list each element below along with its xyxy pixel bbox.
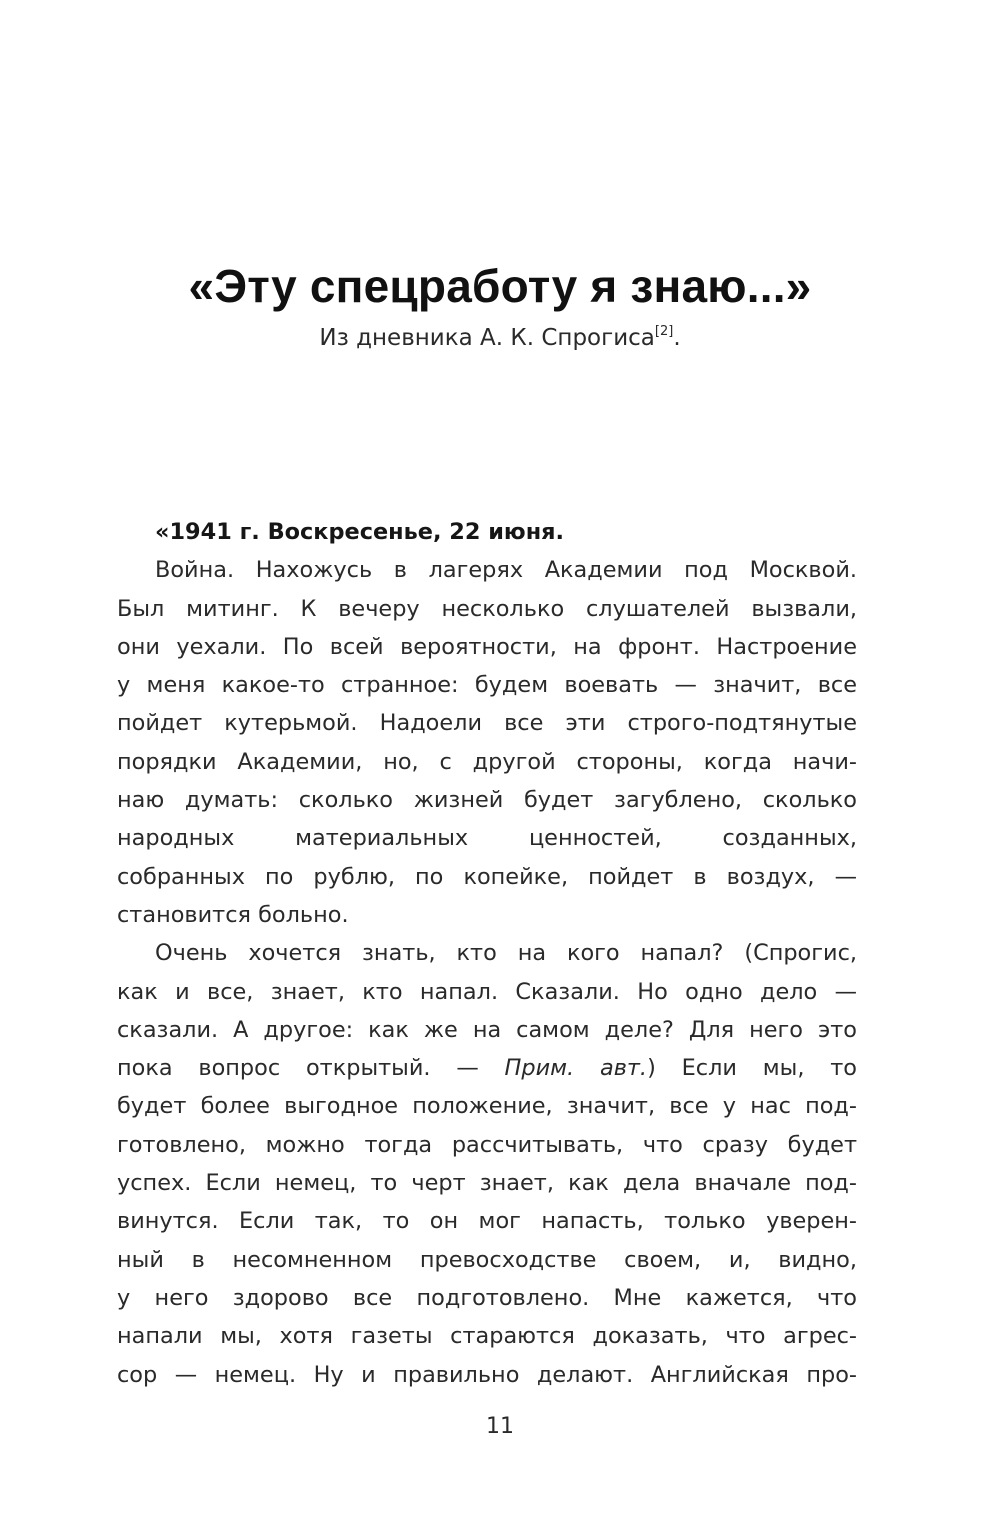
text-line: народных материальных ценностей, созданных, [117, 825, 857, 852]
chapter-subtitle [0, 322, 1000, 354]
text-line: Война. Нахожусь в лагерях Академии под Москвой. [155, 557, 857, 584]
subtitle-text: Из дневника А. К. Спрогиса [319, 325, 655, 351]
page-number: 11 [486, 1414, 514, 1439]
text-line: наю думать: сколько жизней будет загублено, сколько [117, 787, 857, 814]
text-line: ный в несомненном превосходстве своем, и, видно, [117, 1246, 857, 1273]
author-note-italic: Прим. авт. [504, 1055, 648, 1082]
text-line: как и все, знает, кто напал. Сказали. Но одно дело — [117, 978, 857, 1005]
text-line: готовлено, можно тогда рассчитывать, что сразу будет [117, 1131, 857, 1158]
footnote-reference[interactable]: [2] [654, 324, 674, 339]
text-segment: ) Если мы, то [647, 1055, 857, 1082]
chapter-title: «Эту спецработу я знаю...» [188, 260, 812, 312]
text-line: Очень хочется знать, кто на кого напал? (Спрогис, [155, 940, 857, 967]
text-line: винутся. Если так, то он мог напасть, только уверен- [117, 1208, 857, 1235]
text-line: они уехали. По всей вероятности, на фронт. Настроение [117, 633, 857, 660]
text-line: будет более выгодное положение, значит, все у нас под- [117, 1093, 857, 1120]
text-line: напали мы, хотя газеты стараются доказать, что агрес- [117, 1323, 857, 1350]
text-line: у меня какое-то странное: будем воевать — значит, все [117, 672, 857, 699]
text-line: пойдет кутерьмой. Надоели все эти строго-подтянутые [117, 710, 857, 737]
text-line: становится больно. [117, 901, 349, 928]
body-text [117, 513, 857, 1394]
text-line: успех. Если немец, то черт знает, как дела вначале под- [117, 1170, 857, 1197]
text-line: у него здорово все подготовлено. Мне кажется, что [117, 1284, 857, 1311]
subtitle-period: . [673, 325, 681, 351]
text-line: порядки Академии, но, с другой стороны, когда начи- [117, 748, 857, 775]
text-line: Был митинг. К вечеру несколько слушателей вызвали, [117, 595, 857, 622]
diary-entry-heading: «1941 г. Воскресенье, 22 июня. [155, 519, 565, 545]
text-line: сор — немец. Ну и правильно делают. Английская про- [117, 1361, 857, 1388]
text-segment: пока вопрос открытый. — [117, 1055, 505, 1082]
text-line-with-note [117, 1049, 857, 1087]
text-line: сказали. А другое: как же на самом деле? Для него это [117, 1016, 857, 1043]
text-line: собранных по рублю, по копейке, пойдет в воздух, — [117, 863, 857, 890]
